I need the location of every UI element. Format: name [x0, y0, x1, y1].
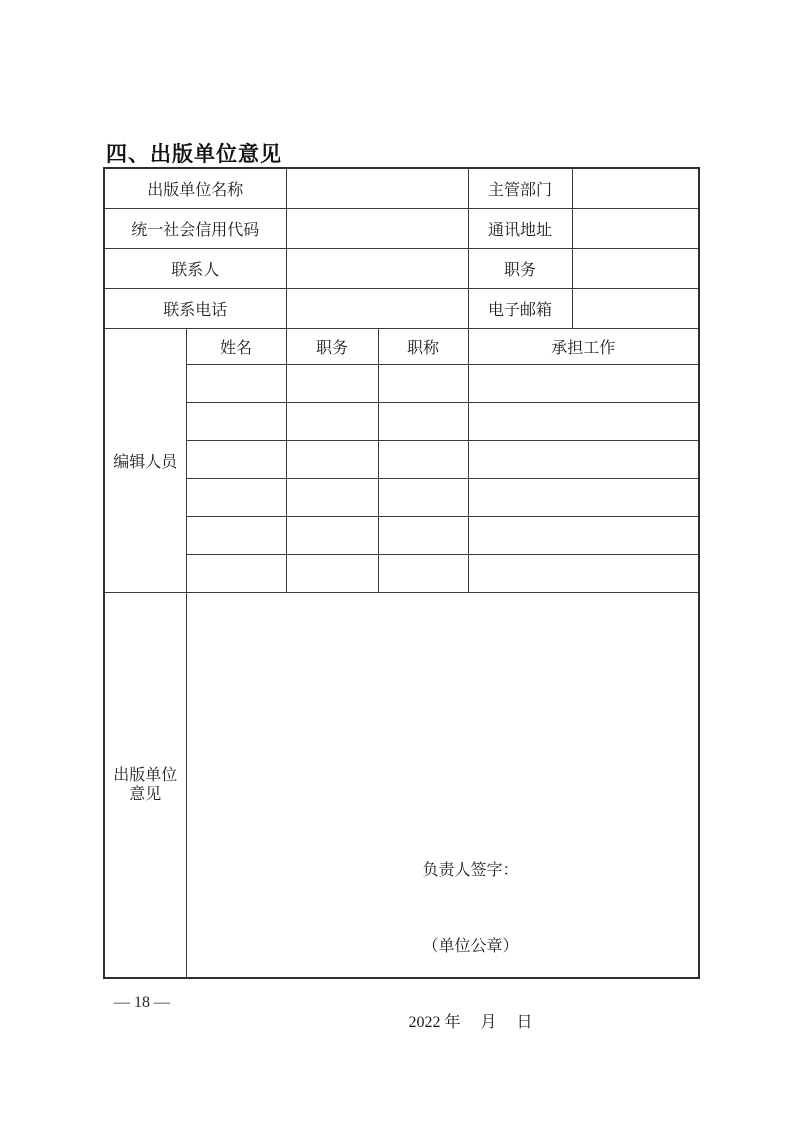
signature-label: 负责人签字： — [422, 861, 519, 879]
label-supervising-department: 主管部门 — [468, 168, 572, 208]
label-mailing-address: 通讯地址 — [468, 208, 572, 248]
editor-cell-work — [468, 516, 699, 554]
editor-cell-name — [186, 440, 286, 478]
editor-cell-name — [186, 478, 286, 516]
value-position — [572, 248, 699, 288]
section-title: 四、出版单位意见 — [106, 143, 282, 166]
editors-col-header-position: 职务 — [286, 328, 378, 364]
editor-cell-title — [378, 364, 468, 402]
editor-row — [104, 478, 699, 516]
editor-row — [104, 402, 699, 440]
editor-row — [104, 516, 699, 554]
editor-cell-position — [286, 478, 378, 516]
label-contact-phone: 联系电话 — [104, 288, 286, 328]
editor-cell-work — [468, 440, 699, 478]
value-supervising-department — [572, 168, 699, 208]
value-unit-name — [286, 168, 468, 208]
value-email — [572, 288, 699, 328]
info-row-unit-name — [104, 168, 699, 208]
opinion-row-label — [104, 592, 186, 978]
seal-label: （单位公章） — [422, 937, 519, 955]
editor-cell-name — [186, 402, 286, 440]
info-row-contact-person — [104, 248, 699, 288]
editor-cell-work — [468, 364, 699, 402]
opinion-label-line1: 出版单位 — [113, 766, 178, 784]
signature-block — [409, 821, 533, 1089]
editor-row — [104, 364, 699, 402]
editor-cell-work — [468, 402, 699, 440]
editor-cell-position — [286, 364, 378, 402]
opinion-label-line2: 意见 — [129, 785, 162, 803]
value-mailing-address — [572, 208, 699, 248]
editors-header-row — [104, 328, 699, 364]
label-email: 电子邮箱 — [468, 288, 572, 328]
editor-cell-title — [378, 402, 468, 440]
label-contact-person: 联系人 — [104, 248, 286, 288]
editor-cell-title — [378, 516, 468, 554]
editor-cell-position — [286, 402, 378, 440]
label-position: 职务 — [468, 248, 572, 288]
editors-col-header-work: 承担工作 — [468, 328, 699, 364]
editor-cell-name — [186, 516, 286, 554]
editors-col-header-name: 姓名 — [186, 328, 286, 364]
editor-cell-position — [286, 516, 378, 554]
editor-cell-title — [378, 554, 468, 592]
editor-cell-work — [468, 478, 699, 516]
info-row-credit-code — [104, 208, 699, 248]
value-contact-phone — [286, 288, 468, 328]
value-credit-code — [286, 208, 468, 248]
opinion-content-cell — [186, 592, 699, 1031]
editor-cell-title — [378, 478, 468, 516]
value-contact-person — [286, 248, 468, 288]
label-credit-code: 统一社会信用代码 — [104, 208, 286, 248]
editor-row — [104, 554, 699, 592]
editor-cell-name — [186, 364, 286, 402]
label-unit-name: 出版单位名称 — [104, 168, 286, 208]
info-row-contact-phone — [104, 288, 699, 328]
editor-cell-position — [286, 440, 378, 478]
editors-col-header-title: 职称 — [378, 328, 468, 364]
editor-cell-position — [286, 554, 378, 592]
page-number: — 18 — — [114, 994, 170, 1011]
editor-cell-title — [378, 440, 468, 478]
editors-row-label: 编辑人员 — [104, 328, 186, 592]
date-line: 2022 年 月 日 — [408, 1013, 533, 1031]
opinion-row — [104, 592, 699, 978]
editor-row — [104, 440, 699, 478]
editor-cell-name — [186, 554, 286, 592]
editor-cell-work — [468, 554, 699, 592]
